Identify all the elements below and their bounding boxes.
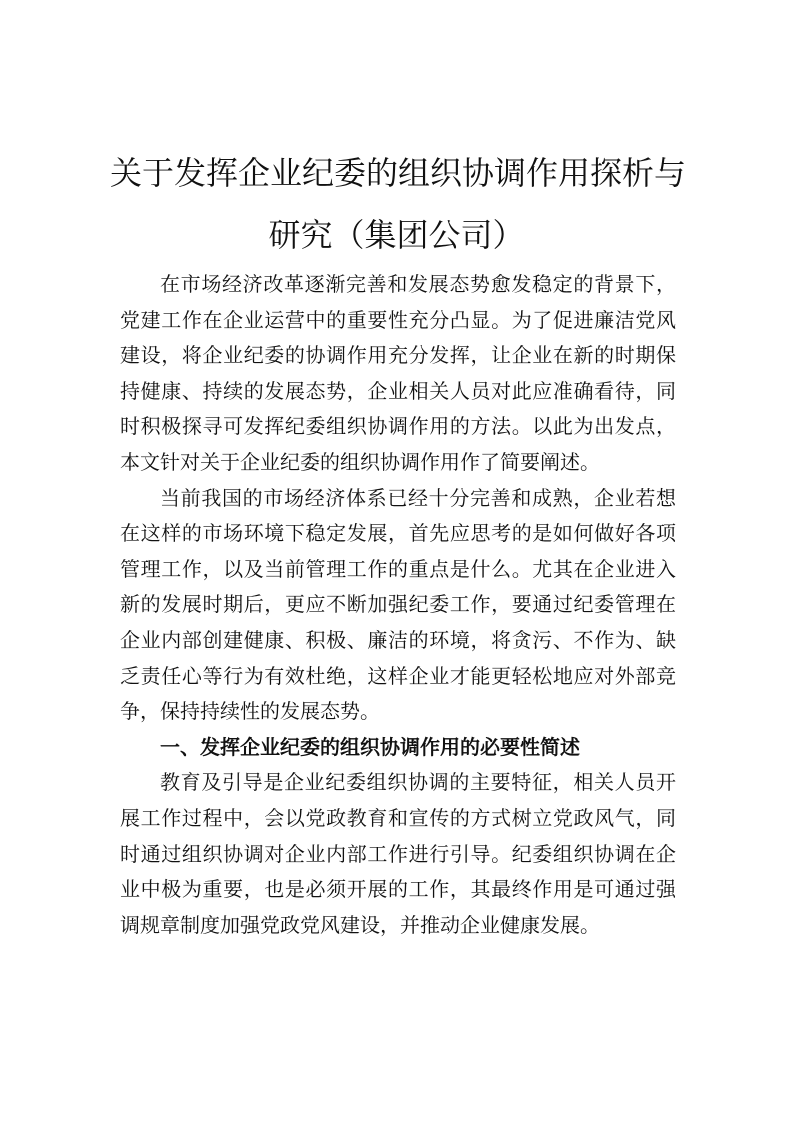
intro-paragraph: 在市场经济改革逐渐完善和发展态势愈发稳定的背景下，党建工作在企业运营中的重要性充分凸显。为了促进廉洁党风建设，将企业纪委的协调作用充分发挥，让企业在新的时期保持健康、持续的发展态势，企业相关人员对此应准确看待，同时积极探寻可发挥纪委组织协调作用的方法。以此为出发点，本文针对关于企业纪委的组织协调作用作了简要阐述。: [120, 272, 676, 474]
document-body: [120, 267, 676, 943]
section-1-heading: 一、发挥企业纪委的组织协调作用的必要性简述: [160, 734, 580, 759]
section-1-paragraph: 教育及引导是企业纪委组织协调的主要特征，相关人员开展工作过程中，会以党政教育和宣传的方式树立党政风气，同时通过组织协调对企业内部工作进行引导。纪委组织协调在企业中极为重要，也是必须开展的工作，其最终作用是可通过强调规章制度加强党政党风建设，并推动企业健康发展。: [120, 770, 676, 937]
document-title-line-1: 关于发挥企业纪委的组织协调作用探析与: [110, 154, 687, 192]
document-title-line-2: 研究（集团公司）: [268, 216, 525, 254]
background-paragraph: 当前我国的市场经济体系已经十分完善和成熟，企业若想在这样的市场环境下稳定发展，首先应思考的是如何做好各项管理工作，以及当前管理工作的重点是什么。尤其在企业进入新的发展时期后，更应不断加强纪委工作，要通过纪委管理在企业内部创建健康、积极、廉洁的环境，将贪污、不作为、缺乏责任心等行为有效杜绝，这样企业才能更轻松地应对外部竞争，保持持续性的发展态势。: [120, 485, 676, 724]
